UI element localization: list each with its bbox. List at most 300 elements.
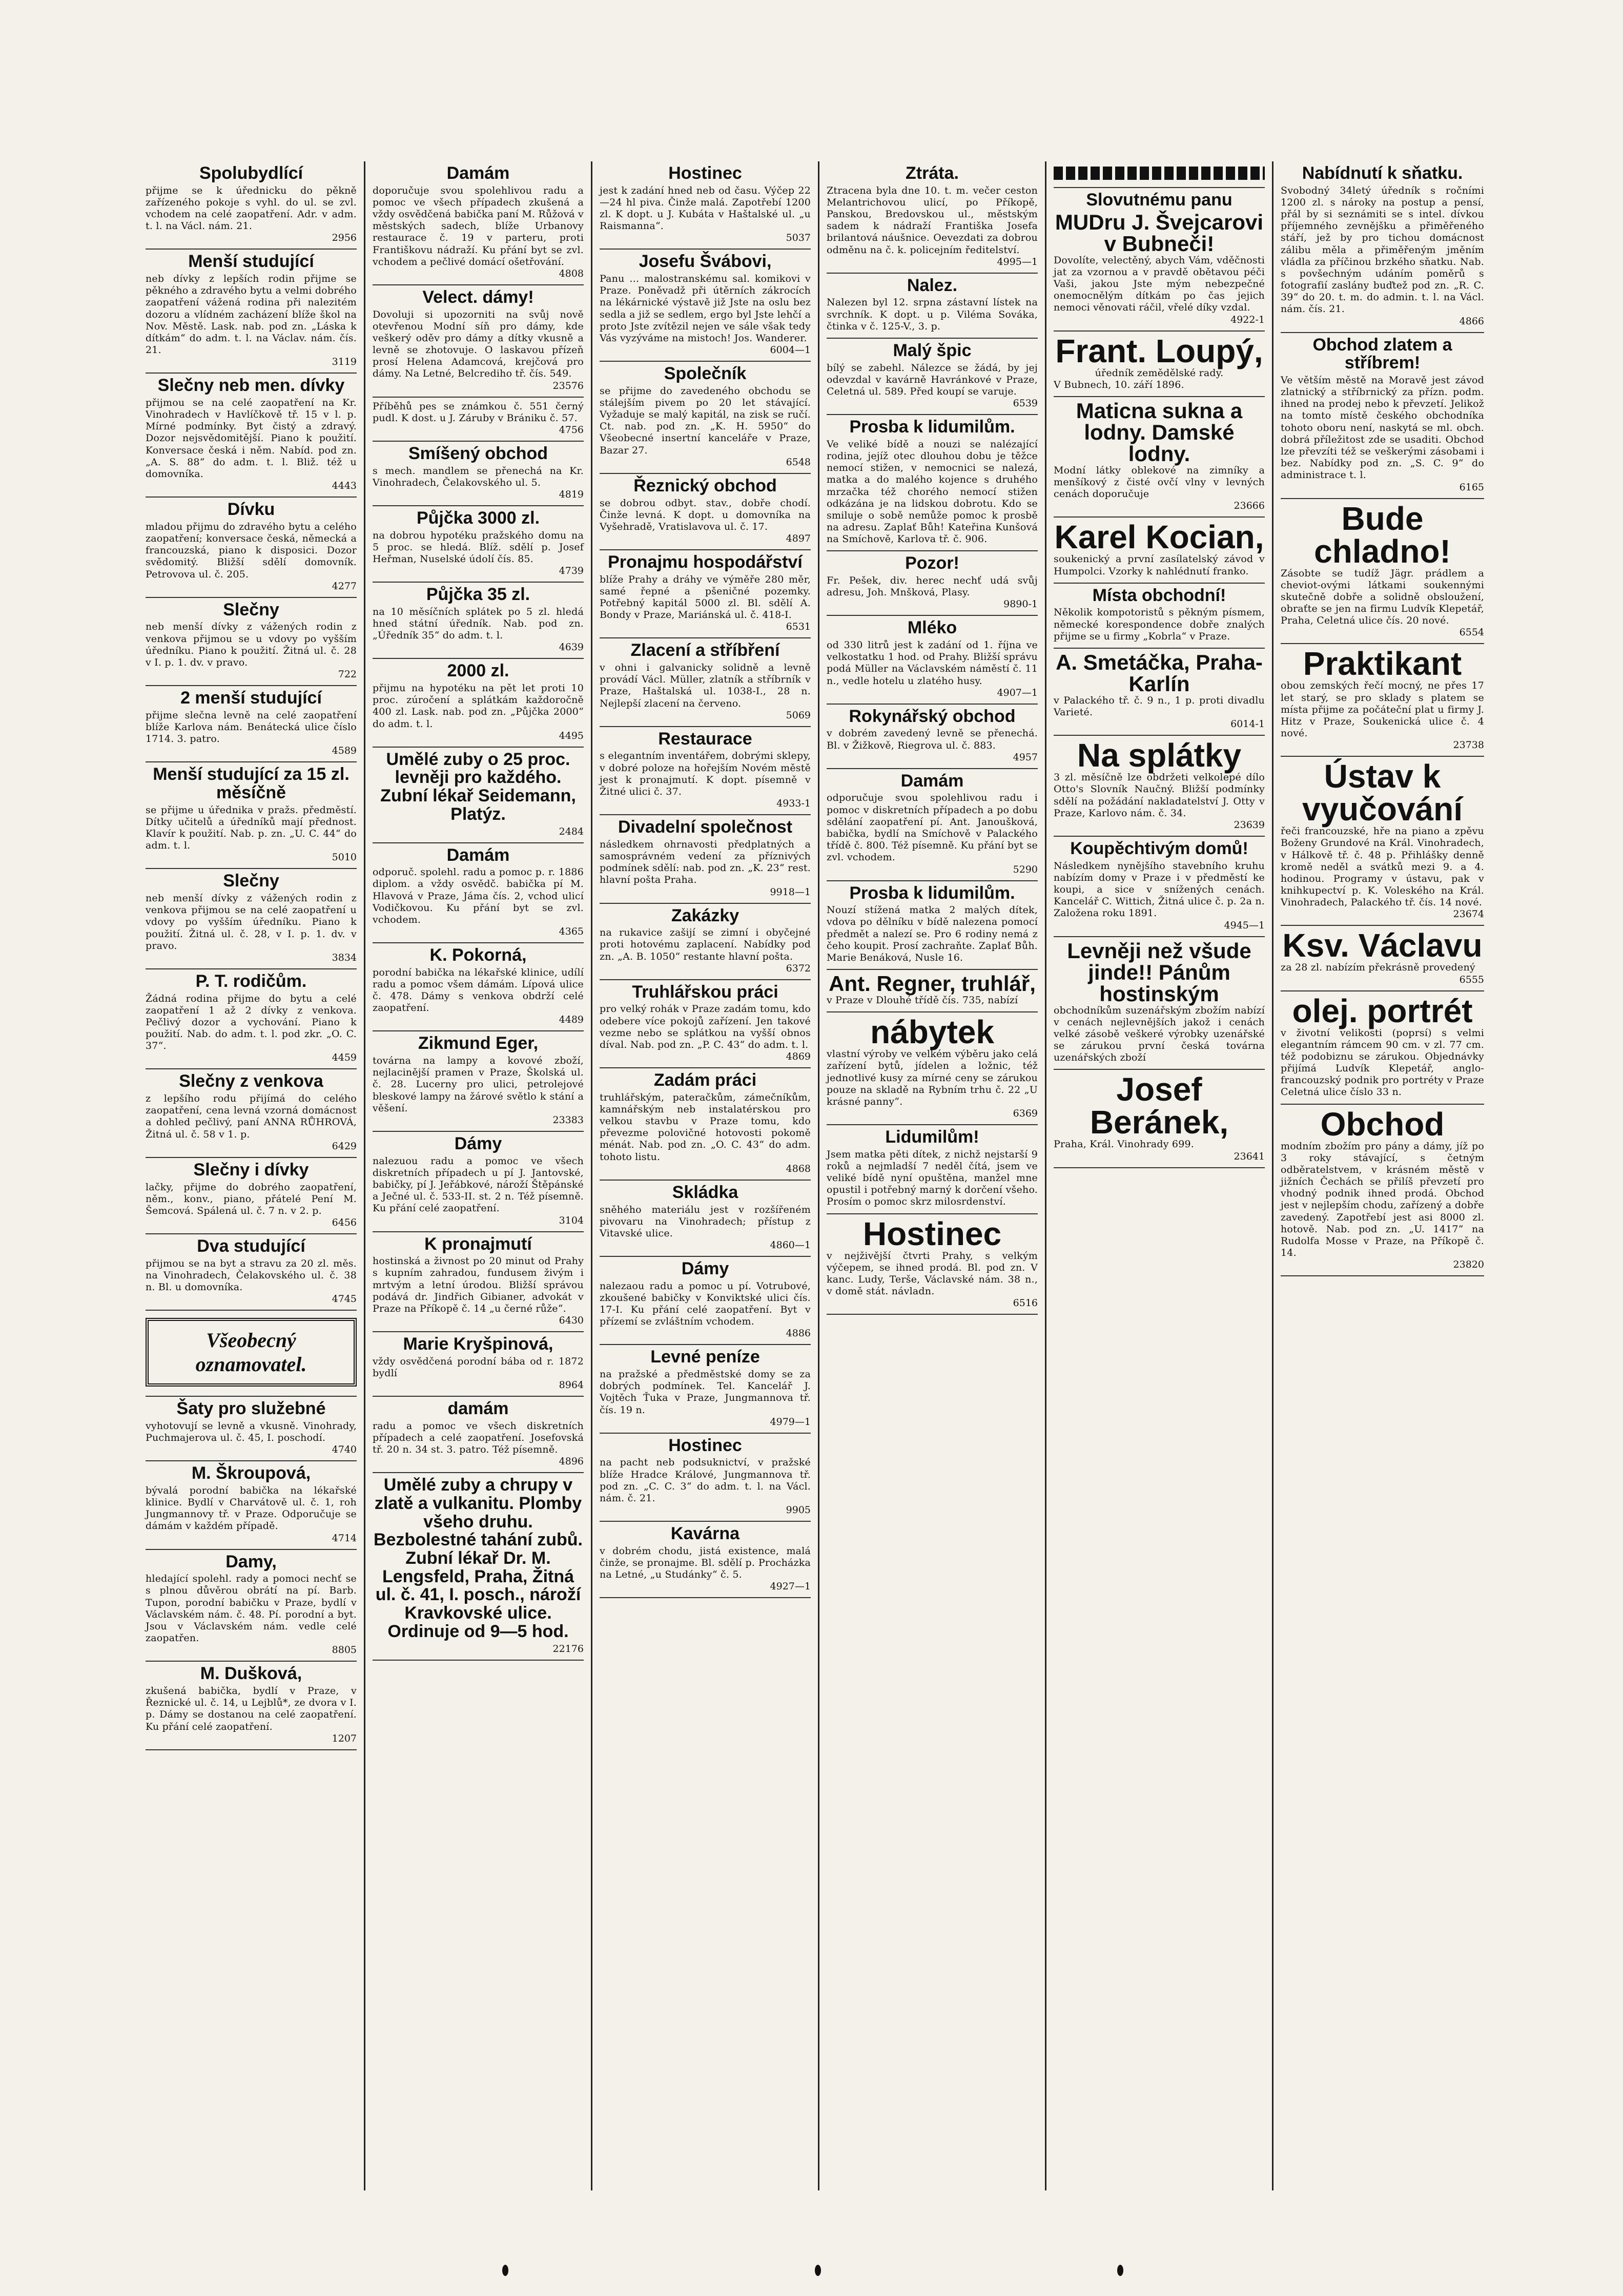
ad-body: 3 zl. měsíčně lze obdržeti velkolepé dílo Otto's Slovník Naučný. Bližší podmínky sdělí na požádání nakladatelství J. Otty v Praze, Karlovo nám. č. 34.	[1054, 772, 1265, 819]
classified-ad	[827, 551, 1038, 616]
ad-number: 4945—1	[1224, 919, 1265, 931]
ad-headline: 2000 zl.	[447, 661, 509, 681]
classified-ad	[600, 1522, 811, 1598]
ad-body: v Praze v Dlouhé třídě čís. 735, nabízí	[827, 995, 1018, 1006]
ad-body: na pacht neb podsuknictví, v pražské blíže Hradce Králové, Jungmannova tř. pod zn. „C. C. 3“ do adm. t. l. na Václ. nám. č. 21.	[600, 1457, 811, 1504]
ad-body: přijmu na hypotéku na pět let proti 10 proc. zúročení a splátkám každoročně 400 zl. Lask. nab. pod zn. „Půjčka 2000“ do adm. t. l.	[373, 682, 584, 730]
classified-ad	[373, 1031, 584, 1132]
classified-ad	[1054, 332, 1265, 397]
ad-number: 6372	[786, 962, 811, 974]
ad-number: 6165	[1459, 481, 1484, 493]
classified-ad	[146, 161, 357, 250]
ad-headline: Marie Kryšpinová,	[403, 1334, 553, 1354]
ad-body: neb menší dívky z vážených rodin z venkova přijmou se na celé zaopatření u vdovy po vyšším úředníku. Piano k použití. Žitná ul. č. 28, v I. p. 1. dv. v pravo.	[146, 893, 357, 952]
ad-body: Jsem matka pěti dítek, z nichž nejstarší 9 roků a nejmladší 7 neděl čítá, jsem ve veliké bídě nyní opuštěna, manžel mne opustil i potřebný marný k dorčení všeho. Prosím o pomoc skrz milosrdenství.	[827, 1148, 1038, 1208]
ad-body: hostinská a živnost po 20 minut od Prahy s kupním zahradou, fundusem živým i mrtvým a letní úrodou. Bližší správou podává dr. Jindřich Gibianer, advokát v Praze na Příkopě č. 14 „u černé růže“.	[373, 1255, 584, 1314]
classified-ad	[146, 1311, 357, 1397]
ad-number: 23666	[1234, 500, 1265, 512]
classified-ad	[600, 904, 811, 980]
ad-body: mladou přijmu do zdravého bytu a celého zaopatření; konversace česká, německá a francouzská, piano k disposici. Dozor svědomitý. Bližší sdělí domovník. Petrovova ul. č. 205.	[146, 521, 357, 580]
classified-ad	[827, 339, 1038, 415]
ad-body: z lepšího rodu přijímá do celého zaopatření, cena levná vzorná domácnost a dohled pečlivý, paní ANNA RŮHROVÁ, Žitná ul. č. 58 v 1. p.	[146, 1093, 357, 1140]
ad-body: odporučuje svou spolehlivou radu i pomoc v diskretních případech a po dobu sdělání zaopatření pí. Ant. Janoušková, babička, bydlí na Smíchově v Palackého třídě č. 800. Též písemně. Ku přání byt se zvl. vchodem.	[827, 792, 1038, 863]
ad-subline: úředník zemědělské rady.	[1095, 367, 1224, 379]
classified-ad	[146, 686, 357, 762]
ad-headline: Smíšený obchod	[408, 443, 548, 463]
classified-ad	[146, 1662, 357, 1750]
display-headline: Hostinec	[862, 1215, 1002, 1252]
classified-ad	[600, 161, 811, 250]
ad-number: 23383	[552, 1114, 584, 1126]
display-headline: Praktikant	[1303, 645, 1462, 682]
ad-headline: P. T. rodičům.	[195, 971, 307, 991]
ad-number: 4745	[332, 1293, 357, 1305]
ad-headline: Rokynářský obchod	[849, 706, 1016, 726]
classified-ad	[146, 1069, 357, 1157]
ad-number: 23820	[1453, 1259, 1484, 1271]
ad-number: 4869	[786, 1051, 811, 1063]
ad-number: 6004—1	[770, 344, 811, 356]
ad-headline: 2 menší studující	[180, 688, 322, 708]
display-headline: olej. portrét	[1292, 992, 1473, 1029]
classified-ad	[600, 638, 811, 727]
classified-ad	[600, 474, 811, 550]
classified-ad	[1054, 837, 1265, 937]
ad-body: Ve větším městě na Moravě jest závod zlatnický a stříbrnický za přízn. podm. ihned na prodej nebo k převzetí. Jelikož na tomto místě českého obchodníka tohoto oboru není, naskytá se ml. obch. dobrá příležitost zde se usaditi. Obchod lze převzíti též se veškerými zásobami i bez. Nabídky pod zn. „S. C. 9“ do administrace t. l.	[1281, 374, 1484, 481]
ad-body: Zásobte se tudíž Jägr. prádlem a cheviot-ovými látkami soukennými skutečně dobře a solidně obsloužení, obraťte se jen na firmu Ludvík Klepetář, Praha, Celetná ulice čís. 20 nové.	[1281, 567, 1484, 627]
ad-body: továrna na lampy a kovové zboží, nejlacinější pramen v Praze, Školská ul. č. 28. Lucerny pro ulici, petrolejové bleskové lampy na žárové světlo k stání a věšení.	[373, 1055, 584, 1114]
ad-headline: Obchod zlatem a stříbrem!	[1312, 335, 1452, 373]
display-headline: Ksv. Václavu	[1282, 927, 1483, 964]
ad-body: Žádná rodina přijme do bytu a celé zaopatření 1 až 2 dívky z venkova. Pečlivý dozor a vychování. Piano k použití. Nab. do adm. t. l. pod zkr. „O. C. 37“.	[146, 992, 357, 1052]
classified-ad	[373, 1397, 584, 1473]
display-headline: Bude chladno!	[1314, 500, 1451, 570]
display-headline: Maticna sukna a lodny. Damské lodny.	[1076, 398, 1243, 466]
classified-ad	[827, 881, 1038, 970]
column-5	[1046, 161, 1272, 2190]
ad-number: 4639	[559, 642, 584, 653]
ad-body: Nouzí stížená matka 2 malých dítek, vdova po dělníku v bídě nalezena pomocí předmět a nalezí se. Pro 6 rodiny nemá z čeho koupit. Prosí zachraňte. Zaplať Bůh. Marie Benáková, Nusle 16.	[827, 904, 1038, 963]
ad-body: na pražské a předměstské domy se za dobrých podmínek. Tel. Kancelář J. Vojtěch Ťuka v Praze, Jungmannova tř. čís. 19 n.	[600, 1369, 811, 1416]
ad-number: 4922-1	[1230, 314, 1265, 325]
ad-headline: Hostinec	[668, 163, 742, 183]
ad-body: obou zemských řečí mocný, ne přes 17 let starý, se pro sklady s platem se místa přijme za počáteční plat u firmy J. Hitz v Praze, Soukenická ulice č. 4 nové.	[1281, 680, 1484, 739]
ad-body: následkem ohrnavosti předplatných a samosprávném vedení za příznivých podmínek sdělí: nab. pod zn. „K. 23“ rest. hlavní pošta Praha.	[600, 838, 811, 886]
ad-headline: Damám	[900, 771, 964, 791]
ad-body: řeči francouzské, hře na piano a zpěvu Boženy Grundové na Král. Vinohradech, v Hálkově tř. č. 48 p. Přihlášky denně kromě neděl a svátků mezi 9. a 4. hodinou. Programy v ústavu, pak v knihkupectví p. K. Voleského na Král. Vinohradech, Palackého tř. čís. 14 nové.	[1281, 825, 1484, 908]
classified-ad	[600, 1181, 811, 1257]
classified-ad	[600, 550, 811, 638]
ad-body: truhlářským, pateračkům, zámečníkům, kamnářským neb instalatérskou pro velkou stavbu v Praze tomu, kdo převezme polovičné hotovosti pokomě ménát. Nab. pod zn. „O. C. 43“ do adm. tohoto listu.	[600, 1091, 811, 1163]
ad-body: V Bubnech, 10. září 1896.	[1054, 379, 1184, 390]
ad-headline: Damám	[446, 163, 510, 183]
ad-number: 4277	[332, 580, 357, 592]
ad-body: s mech. mandlem se přenechá na Kr. Vinohradech, Čelakovského ul. 5.	[373, 465, 584, 488]
ad-body: jest k zadání hned neb od času. Výčep 22—24 hl piva. Činže malá. Zapotřebí 1200 zl. K dopt. u J. Kubáta v Haštalské ul. „u Raismanna“.	[600, 184, 811, 232]
ad-number: 6554	[1459, 627, 1484, 638]
classified-ad	[1054, 649, 1265, 736]
ad-headline: Pozor!	[905, 553, 959, 573]
ad-body: přijme slečna levně na celé zaopatření blíže Karlova nám. Benátecká ulice číslo 1714. 3. patro.	[146, 709, 357, 745]
ad-body: Několik kompotoristů s pěkným písmem, německé korespondence dobře znalých přijme se u firmy „Kobrla“ v Praze.	[1054, 607, 1265, 642]
ad-headline: Slečny	[223, 599, 279, 619]
ad-body: přijmou se na celé zaopatření na Kr. Vinohradech v Havlíčkově tř. 15 v l. p. Mírné podmínky. Byt čistý a zdravý. Dozor nejsvědomitější. Piano k použití. Konversace česká i něm. Nabíd. pod zn. „A. S. 88“ do adm. t. l. Bliž. též u domovníka.	[146, 397, 357, 480]
ad-number: 23738	[1453, 739, 1484, 751]
ad-number: 8805	[332, 1644, 357, 1656]
ad-body: neb menší dívky z vážených rodin z venkova přijmou se u vdovy po vyšším úředníku. Piano k použití. Žitná ul. č. 28 v I. p. 1. dv. v pravo.	[146, 621, 357, 668]
ad-body: v ohni i galvanicky solidně a levně provádí Václ. Müller, zlatník a stříbrník v Praze, Haštalská ul. 1038-I., 28 n. Nejlepší zlacení na červeno.	[600, 662, 811, 709]
ad-headline: K. Pokorná,	[429, 945, 527, 965]
column-2	[365, 161, 591, 2190]
ad-headline: Hostinec	[668, 1435, 742, 1455]
classified-ad	[827, 415, 1038, 551]
ad-number: 6539	[1013, 398, 1038, 409]
ad-headline: Místa obchodní!	[1092, 585, 1226, 605]
classified-ad	[373, 843, 584, 944]
ad-headline: Kavárna	[670, 1524, 740, 1544]
classified-ad	[1281, 499, 1484, 645]
ad-headline: Divadelní společnost	[618, 817, 793, 837]
ad-number: 4808	[559, 267, 584, 279]
ad-body: v dobrém chodu, jistá existence, malá činže, se pronajme. Bl. sdělí p. Procházka na Letné, „u Studánky“ č. 5.	[600, 1545, 811, 1581]
ad-headline: Řeznický obchod	[633, 475, 777, 495]
classified-ad	[600, 980, 811, 1068]
classified-ad	[600, 815, 811, 903]
ad-headline: Prosba k lidumilům.	[849, 417, 1015, 437]
classified-ad	[600, 362, 811, 474]
ad-number: 4495	[559, 730, 584, 741]
ad-body: vlastní výroby ve velkém výběru jako celá zařízení bytů, jídelen a ložnic, též jednotlivé kusy za mírné ceny se zárukou pouze na skladě na Rybním trhu č. 22 „U krásné panny“.	[827, 1048, 1038, 1107]
ad-headline: Zakázky	[671, 905, 739, 925]
classified-ad	[373, 1132, 584, 1232]
ad-headline: Nabídnutí k sňatku.	[1302, 163, 1463, 183]
ad-headline: Slečny neb men. dívky	[157, 376, 345, 396]
ad-number: 3834	[332, 952, 357, 963]
ad-number: 4714	[332, 1532, 357, 1544]
ad-body: odporuč. spolehl. radu a pomoc p. r. 1886 diplom. a vždy osvědč. babička pí M. Hlavová v Praze, Jáma čís. 2, vchod ulicí Vodičkovou. Ku přání byt se zvl. vchodem.	[373, 866, 584, 925]
ad-number: 4979—1	[770, 1416, 811, 1428]
ad-number: 6531	[786, 621, 811, 633]
ad-number: 4866	[1459, 315, 1484, 327]
section-banner: Všeobecný oznamovatel.	[146, 1318, 357, 1387]
classified-ad	[146, 250, 357, 374]
margin-dot	[502, 2265, 508, 2276]
classified-ad	[827, 274, 1038, 339]
ad-headline: M. Škroupová,	[191, 1463, 311, 1483]
classified-ad	[827, 970, 1038, 1012]
ad-body: Praha, Král. Vinohrady 699.	[1054, 1139, 1195, 1150]
classified-ad	[146, 1550, 357, 1662]
classified-ad	[373, 1332, 584, 1397]
ad-body: porodní babička na lékařské klinice, udílí radu a pomoc všem dámám. Lípová ulice č. 478. Dámy s venkova obdrží celé zaopatření.	[373, 966, 584, 1014]
ad-body: přijmou se na byt a stravu za 20 zl. měs. na Vinohradech, Čelakovského ul. č. 38 n. Bl. u domovníka.	[146, 1257, 357, 1293]
classified-ad	[1281, 644, 1484, 757]
display-headline: Ant. Regner, truhlář,	[829, 971, 1036, 996]
classified-ad	[1281, 333, 1484, 499]
ad-number: 4896	[559, 1456, 584, 1467]
ad-number: 23641	[1234, 1150, 1265, 1162]
ad-headline: K pronajmutí	[424, 1234, 532, 1254]
classified-ad	[600, 1257, 811, 1345]
ad-headline: Velect. dámy!	[422, 287, 534, 307]
ad-body: bývalá porodní babička na lékařské klinice. Bydlí v Charvátově ul. č. 1, roh Jungmannovy tř. v Praze. Odporučuje se dámám v každém případě.	[146, 1484, 357, 1532]
newspaper-page	[138, 161, 1491, 2190]
classified-ad	[1054, 937, 1265, 1070]
classified-ad	[146, 1397, 357, 1461]
ad-body: soukenický a první zasílatelský závod v Humpolci. Vzorky k nahlédnutí franko.	[1054, 553, 1265, 577]
classified-ad	[1281, 757, 1484, 926]
ad-number: 4756	[559, 424, 584, 436]
ad-number: 4897	[786, 533, 811, 545]
ad-body: na 10 měsíčních splátek po 5 zl. hledá hned státní úředník. Nab. pod zn. „Úředník 35“ do adm. t. l.	[373, 606, 584, 642]
classified-ad	[827, 1214, 1038, 1315]
ad-number: 2484	[559, 825, 584, 837]
ad-number: 6548	[786, 456, 811, 468]
ad-body: Nalezen byl 12. srpna zástavní lístek na svrchník. K dopt. u p. Viléma Sováka, čtinka v č. 125-V., 3. p.	[827, 297, 1038, 332]
classified-ad	[827, 161, 1038, 274]
classified-ad	[827, 616, 1038, 704]
column-4	[819, 161, 1045, 2190]
ad-headline: Damám	[446, 845, 510, 865]
ad-number: 8964	[559, 1379, 584, 1391]
column-3	[592, 161, 818, 2190]
ad-body: přijme se k úřednicku do pěkně zařízeného pokoje s vyhl. do ul. se zvl. vchodem na celé zaopatření. Adr. v adm. t. l. na Václ. nám. 21.	[146, 184, 357, 232]
ad-body: Panu … malostranskému sal. komikovi v Praze. Poněvadž při útěrních zákrocích na lékárnické výstavě již Jste na oslu bez sedla a již se sedlem, ergo byl Jste lehčí a proto Jste zvítězil nejen ve sále však tedy Vás vyzýváme na mistoch! Jos. Wanderer.	[600, 273, 811, 344]
ad-headline: Dívku	[227, 500, 275, 520]
display-headline: Obchod	[1320, 1105, 1445, 1143]
classified-ad	[146, 969, 357, 1070]
display-headline: Josef Beránek,	[1090, 1071, 1229, 1141]
ad-headline: Slečny i dívky	[193, 1160, 309, 1180]
classified-ad	[1281, 161, 1484, 333]
ad-headline: Skládka	[672, 1182, 738, 1202]
ad-body: vyhotovují se levně a vkusně. Vinohrady, Puchmajerova ul. č. 45, I. poschodí.	[146, 1420, 357, 1444]
ad-number: 4995—1	[997, 256, 1038, 267]
display-headline: Na splátky	[1077, 737, 1242, 774]
ad-number: 6456	[332, 1217, 357, 1229]
ad-body: bílý se zabehl. Nálezce se žádá, by jej odevzdal v kavárně Havránkové v Praze, Celetná ul. 589. Před koupí se varuje.	[827, 362, 1038, 397]
ad-number: 4819	[559, 488, 584, 500]
ad-number: 1207	[332, 1732, 357, 1744]
ad-body: obchodníkům suzenářským zbožím nabízí v cenách nejlevnějších jakož i cenách velké zásobě veškeré výrobky uzenářské se zárukou první česká továrna uzenářských zboží	[1054, 1004, 1265, 1064]
ad-headline: Nalez.	[907, 275, 958, 295]
ad-headline: Josefu Švábovi,	[639, 252, 772, 272]
classified-ad	[1281, 926, 1484, 991]
ad-headline: Slečny z venkova	[179, 1071, 323, 1091]
ad-headline: Společník	[664, 364, 747, 384]
classified-ad	[600, 1068, 811, 1181]
column-6	[1273, 161, 1491, 2190]
ad-body: s elegantním inventářem, dobrými sklepy, v dobré poloze na hořejším Novém městě jest k pronajmutí. K dopt. písemně v Žitné ulici č. 37.	[600, 750, 811, 797]
classified-ad	[373, 583, 584, 659]
ad-body: Dovoluji si upozorniti na svůj nově otevřenou Modní síň pro dámy, kde veškerý oděv pro dámy a dítky vkusně a levně se zhotovuje. O laskavou přízeň prosí Helena Adamcová, krejčová pro dámy. Na Letné, Belcrediho tř. čís. 549.	[373, 308, 584, 380]
classified-ad	[146, 374, 357, 498]
ad-number: 4489	[559, 1014, 584, 1026]
ad-headline: Truhlářskou práci	[632, 982, 778, 1002]
ad-headline: Menší studující	[188, 252, 314, 272]
ad-body: se přijme do zavedeného obchodu se stálejším pivem po 20 let stávající. Vyžaduje se malý kapitál, na zisk se ručí. Ct. nab. pod zn. „K. H. 5950“ do Všeobecné insertní kanceláře v Praze, Bazar 27.	[600, 385, 811, 456]
ad-number: 3104	[559, 1214, 584, 1226]
ad-number: 6430	[559, 1315, 584, 1327]
ad-headline: Půjčka 35 zl.	[426, 585, 530, 605]
ad-headline: Dva studující	[197, 1236, 305, 1256]
display-headline: nábytek	[870, 1013, 994, 1051]
ad-number: 4933-1	[776, 798, 811, 810]
ad-number: 4957	[1013, 751, 1038, 763]
display-headline: MUDru J. Švejcarovi v Bubneči!	[1055, 210, 1264, 256]
ad-number: 5290	[1013, 863, 1038, 875]
ad-headline: Koupěchtivým domů!	[1070, 838, 1248, 858]
ad-number: 22176	[552, 1643, 584, 1654]
ad-body: se dobrou odbyt. stav., dobře chodí. Činže levná. K dopt. u domovníka na Vyšehradě, Vratislavova ul. č. 17.	[600, 497, 811, 532]
margin-dot	[1117, 2265, 1123, 2276]
ad-body: se přijme u úřednika v pražs. předměstí. Dítky učitelů a úředníků mají přednost. Klavír k použití. Nab. p. zn. „U. C. 44“ do adm. t. l.	[146, 804, 357, 852]
ad-headline: Lidumilům!	[885, 1127, 979, 1147]
ad-headline: Umělé zuby a chrupy v zlatě a vulkanitu. Plomby všeho druhu. Bezbolestné tahání zubů. Zubní lékař Dr. M. Lengsfeld, Praha, Žitná ul. č. 41, I. posch., nároží Kravkovské ulice. Ordinuje od 9—5 hod.	[373, 1475, 583, 1641]
ad-number: 4886	[786, 1328, 811, 1339]
ad-number: 3119	[332, 356, 357, 368]
ad-headline: Zadám práci	[653, 1070, 757, 1090]
classified-ad	[373, 285, 584, 398]
ad-body: zkušená babička, bydlí v Praze, v Řeznické ul. č. 14, u Lejblů*, ze dvora v I. p. Dámy se dostanou na celé zaopatření. Ku přání celé zaopatření.	[146, 1685, 357, 1732]
ad-body: od 330 litrů jest k zadání od 1. října ve velkostatku 1 hod. od Prahy. Bližší správu podá Müller na Václavském náměstí č. 11 n., vedle hotelu u zlatého husy.	[827, 639, 1038, 687]
ad-number: 6555	[1459, 974, 1484, 985]
column-1	[138, 161, 364, 2190]
display-headline: Ústav k vyučování	[1302, 758, 1463, 828]
ad-number: 5010	[332, 852, 357, 863]
classified-ad	[600, 727, 811, 815]
classified-ad	[373, 748, 584, 843]
classified-ad	[827, 769, 1038, 881]
ad-body: doporučuje svou spolehlivou radu a pomoc ve všech případech zkušená a vždy osvědčená babička paní M. Růžová v městských sadech, blíže Urbanovy restaurace č. 19 v parteru, proti Františkovu nádraží. Ku přání byt se zvl. vchodem a pečlivé domácí ošetřování.	[373, 184, 584, 267]
classified-ad	[1054, 518, 1265, 583]
display-headline: Karel Kocian,	[1054, 519, 1264, 556]
ad-number: 9890-1	[1003, 598, 1038, 610]
ad-number: 4739	[559, 565, 584, 577]
ad-body: vždy osvědčená porodní bába od r. 1872 bydlí	[373, 1355, 584, 1379]
ad-number: 722	[338, 669, 357, 680]
classified-ad	[1054, 1070, 1265, 1168]
ad-body: v nejživější čtvrti Prahy, s velkým výčepem, se ihned prodá. Bl. pod zn. V kanc. Ludy, Terše, Václavské nám. 38 n., v domě stát. návladn.	[827, 1250, 1038, 1297]
ad-body: radu a pomoc ve všech diskretních případech a celé zaopatření. Josefovská tř. 20 n. 34 st. 3. patro. Též písemně.	[373, 1420, 584, 1456]
classified-ad	[146, 1158, 357, 1234]
ad-body: Fr. Pešek, div. herec nechť udá svůj adresu, Joh. Mnšková, Plasy.	[827, 575, 1038, 598]
ad-number: 5037	[786, 232, 811, 244]
classified-ad	[373, 1232, 584, 1333]
ad-headline: Šaty pro služebné	[176, 1399, 326, 1419]
ad-headline: Dámy	[681, 1259, 729, 1279]
classified-ad	[373, 506, 584, 583]
ad-number: 9905	[786, 1504, 811, 1516]
ad-body: lačky, přijme do dobrého zaopatření, něm., konv., piano, přátelé Pení M. Šemcová. Spálená ul. č. 7 n. v 2. p.	[146, 1181, 357, 1216]
classified-ad	[373, 943, 584, 1031]
classified-ad	[373, 442, 584, 506]
ad-number: 4740	[332, 1444, 357, 1456]
display-headline: A. Smetáčka, Praha-Karlín	[1056, 650, 1263, 696]
ad-headline: Umělé zuby o 25 proc. levněji pro každého. Zubní lékař Seidemann, Platýz.	[380, 749, 576, 824]
ad-number: 23674	[1453, 908, 1484, 920]
ad-headline: damám	[447, 1399, 509, 1419]
ad-body: v Palackého tř. č. 9 n., 1 p. proti divadlu Varieté.	[1054, 694, 1265, 718]
ad-body: Ztracena byla dne 10. t. m. večer ceston Melantrichovou ulicí, po Příkopě, Panskou, Bredovskou ul., městským sadem k nádraží Františka Josefa brilantová náušnice. Oevezdati za dobrou odměnu na č. k. policejním ředitelství.	[827, 184, 1038, 256]
ad-body: Následkem nynějšího stavebního kruhu nabízím domy v Praze i v předměstí ke koupi, a sice v snížených cenách. Kancelář C. Wittich, Žitná ulice č. p. 2a n. Založena roku 1891.	[1054, 860, 1265, 919]
ad-headline: Malý špic	[893, 340, 972, 360]
classified-ad	[1054, 188, 1265, 332]
display-headline: Frant. Loupý,	[1055, 332, 1263, 369]
classified-ad	[146, 598, 357, 686]
ornament-border	[1054, 167, 1265, 180]
ad-number: 6014-1	[1230, 718, 1265, 730]
ad-headline: Pronajmu hospodářství	[608, 552, 803, 572]
ad-body: pro velký rohák v Praze zadám tomu, kdo odebere více pokojů zařízení. Jen takové vezme nebo se splátkou na vyšší obnos díval. Nab. pod zn. „P. C. 43“ do adm. t. l.	[600, 1003, 811, 1050]
classified-ad	[146, 498, 357, 598]
ad-body: v životní velikosti (poprsí) s velmi elegantním rámcem 90 cm. v zl. 77 cm. též podobiznu se zárukou. Objednávky přijímá Ludvík Klepetář, anglo-francouzský podnik pro portréty v Praze Celetná ulice číslo 33 n.	[1281, 1027, 1484, 1098]
ad-number: 4365	[559, 926, 584, 938]
classified-ad	[146, 1461, 357, 1549]
ad-body: hledající spolehl. rady a pomoci nechť se s plnou důvěrou obrátí na pí. Barb. Tupon, porodní babičku v Praze, bydlí v Václavském nám. č. 48. Pí. porodní a byt. Jsou v Václavském nám. vedle celé zaopatřen.	[146, 1573, 357, 1644]
classified-ad	[600, 1434, 811, 1522]
ad-headline: Damy,	[225, 1552, 277, 1571]
ad-headline: Dámy	[454, 1133, 502, 1153]
ad-number: 4860—1	[770, 1239, 811, 1251]
ad-number: 4907—1	[997, 687, 1038, 698]
ad-headline: Restaurace	[658, 729, 752, 749]
ad-headline: Slečny	[223, 871, 279, 891]
classified-ad	[146, 762, 357, 869]
classified-ad	[1054, 397, 1265, 518]
ad-headline: Půjčka 3000 zl.	[416, 508, 540, 528]
ad-number: 4927—1	[770, 1581, 811, 1592]
ad-headline: Zlacení a stříbření	[630, 640, 780, 660]
classified-ad	[373, 659, 584, 747]
ad-number: 23639	[1234, 819, 1265, 831]
ad-number: 6369	[1013, 1108, 1038, 1120]
ad-number: 5069	[786, 709, 811, 721]
classified-ad	[373, 161, 584, 285]
ad-headline: Slovutnému panu	[1086, 190, 1232, 210]
ad-number: 4443	[332, 480, 357, 492]
ad-body: na dobrou hypotéku pražského domu na 5 proc. se hledá. Blíž. sdělí p. Josef Heřman, Nuselské údolí čís. 85.	[373, 529, 584, 565]
classified-ad	[600, 1345, 811, 1433]
classified-ad	[1281, 1105, 1484, 1277]
classified-ad	[1054, 584, 1265, 649]
ad-number: 2956	[332, 232, 357, 244]
ad-body: Svobodný 34letý úředník s ročními 1200 zl. s nároky na postup a pensí, přál by si seznámiti se s intel. dívkou příjemného zevnějšku a přiměřeného stáří, jež by pro tichou domácnost zálibu měla a přiměřeným jměním vládla za příčinou brzkého sňatku. Nab. s povšechným udáním poměrů s fotografií zaslány buďtež pod zn. „R. C. 39“ do 20. t. m. do admin. t. l. na Václ. nám. čís. 21.	[1281, 184, 1484, 315]
ad-headline: M. Dušková,	[200, 1664, 302, 1684]
ad-headline: Menší studující za 15 zl. měsíčně	[153, 764, 350, 802]
ad-body: blíže Prahy a dráhy ve výměře 280 měr, samé řepné a pšeničné pozemky. Potřebný kapitál 5000 zl. Bl. sdělí A. Bondy v Praze, Mariánská ul. č. 418-I.	[600, 573, 811, 621]
ad-headline: Levné peníze	[650, 1347, 760, 1367]
classified-ad	[1054, 736, 1265, 837]
classified-ad	[827, 1012, 1038, 1125]
classified-ad	[373, 398, 584, 442]
ad-number: 4459	[332, 1052, 357, 1064]
ad-number: 6429	[332, 1140, 357, 1152]
classified-ad	[146, 1234, 357, 1311]
classified-ad	[827, 1125, 1038, 1214]
ad-headline: Mléko	[907, 618, 957, 638]
ad-body: nalezaou radu a pomoc u pí. Votrubové, zkoušené babičky v Konviktské ulici čís. 17-I. Ku přání celé zaopatření. Byt v přízemí se zvláštním vchodem.	[600, 1280, 811, 1328]
ad-body: Ve veliké bídě a nouzi se nalézající rodina, jejíž otec dlouhou dobu je těžce nemocí stižen, v nemocnici se nalezá, matka a do malého kojence s druhého mrzačka též chorého nemocí stižen odkázána je na lidskou dobrotu. Kdo se smiluje o sobě nemůže pomoc k prosbě na adresu. Zaplať Bůh! Kateřina Kunšová na Smíchově, Karlova tř. č. 906.	[827, 438, 1038, 545]
ad-headline: Zikmund Eger,	[418, 1033, 539, 1053]
ad-body: za 28 zl. nabízím překrásně provedený	[1281, 962, 1475, 974]
classified-ad	[1054, 161, 1265, 188]
ad-body: na rukavice zašijí se zimní i obyčejné proti hotovému zaplacení. Nabídky pod zn. „A. B. 1050“ restante hlavní pošta.	[600, 927, 811, 962]
ad-number: 4589	[332, 745, 357, 757]
ad-body: nalezuou radu a pomoc ve všech diskretních případech u pí J. Jantovské, babičky, pí J. Jeřábkové, nároží Štěpánské a Ječné ul. č. 533-II. st. 2 n. Též písemně. Ku přání celé zaopatření.	[373, 1155, 584, 1214]
ad-body: sněhého materiálu jest v rozšířeném pivovaru na Vinohradech; přístup z Vitavské ulice.	[600, 1204, 811, 1239]
ad-body: modním zbožím pro pány a dámy, jíž po 3 roky stávající, s četným odběratelstvem, v krásném městě v jižních Čechách se přilíš převzetí pro vhodný podnik ihned prodá. Obchod jest v nejlepším chodu, zařízený a dobře zavedený. Zapotřebí jest asi 8000 zl. hotově. Nab. pod zn. „U. 1417“ na Rudolfa Mosse v Praze, na Příkopě č. 14.	[1281, 1140, 1484, 1259]
